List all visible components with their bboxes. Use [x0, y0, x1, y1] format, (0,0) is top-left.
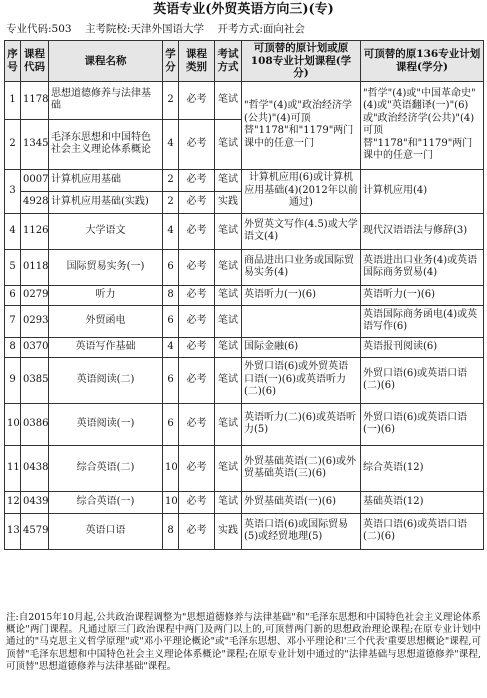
- table-row: [5, 403, 484, 445]
- row-type: 必考: [179, 357, 215, 403]
- row-credit: 4: [163, 119, 179, 169]
- row-name: 计算机应用基础(实践): [49, 191, 163, 213]
- row-no: 9: [5, 357, 21, 403]
- course-table: [4, 40, 484, 550]
- table-row: [5, 81, 484, 119]
- row-code: 1126: [21, 213, 49, 249]
- row-exam: 笔试: [215, 285, 242, 305]
- row-exam: 实践: [215, 513, 242, 549]
- row-alt108: 英语听力(二)(6)或英语听力(5): [242, 403, 361, 445]
- row-exam: 笔试: [215, 357, 242, 403]
- row-name: 英语阅读(一): [49, 403, 163, 445]
- row-credit: 8: [163, 513, 179, 549]
- row-no: 5: [5, 249, 21, 285]
- row-no: 4: [5, 213, 21, 249]
- row-type: 必考: [179, 119, 215, 169]
- exam-mode: 开考方式:面向社会: [217, 23, 305, 35]
- row-type: 必考: [179, 191, 215, 213]
- row-type: 必考: [179, 403, 215, 445]
- row-type: 必考: [179, 305, 215, 337]
- page-title: 英语专业(外贸英语方向三)(专): [153, 2, 334, 17]
- row-alt136: 外贸口语(6)或英语口语(二)(6): [361, 357, 484, 403]
- row-code: 0370: [21, 337, 49, 357]
- row-name: 大学语文: [49, 213, 163, 249]
- row-alt108: [242, 305, 361, 337]
- row-name: 计算机应用基础: [49, 169, 163, 191]
- table-row: [5, 491, 484, 513]
- row-no: 6: [5, 285, 21, 305]
- row-no: 13: [5, 513, 21, 549]
- row-name: 听力: [49, 285, 163, 305]
- row-no: 10: [5, 403, 21, 445]
- row-no: 3: [5, 169, 21, 213]
- row-type: 必考: [179, 169, 215, 191]
- row-alt108: 英语口语(6)或国际贸易(5)或经贸地理(5): [242, 513, 361, 549]
- row-name: 英语口语: [49, 513, 163, 549]
- header-type: 课程类别: [179, 41, 215, 82]
- row-exam: 笔试: [215, 337, 242, 357]
- row-no: 7: [5, 305, 21, 337]
- row-credit: 10: [163, 491, 179, 513]
- row-credit: 2: [163, 169, 179, 191]
- row-name: 英语写作基础: [49, 337, 163, 357]
- row-code: 4579: [21, 513, 49, 549]
- footnote: 注:自2015年10月起,公共政治课程调整为"思想道德修养与法律基础"和"毛泽东思想和中国特色社会主义理论体系概论"两门课程。凡通过原三门政治课程中两门及两门以上的,可顶替两门新的思想政治理论课程;在原专业计划中通过的"马克思主义哲学原理"或"邓小平理论概论"或"毛泽东思想、邓小平理论和'三个代表'重要思想概论"课程,可顶替"毛泽东思想和中国特色社会主义理论体系概论"课程;在原专业计划中通过的"法律基础与思想道德修养"课程,可顶替"思想道德修养与法律基础"课程。: [6, 612, 481, 672]
- header-alt136: 可顶替的原136专业计划课程(学分): [361, 41, 484, 82]
- row-alt136: 英语报刊阅读(6): [361, 337, 484, 357]
- row-code: 1178: [21, 81, 49, 119]
- row-exam: 笔试: [215, 213, 242, 249]
- table-row: [5, 305, 484, 337]
- row-name: 国际贸易实务(一): [49, 249, 163, 285]
- row-alt136: 综合英语(12): [361, 445, 484, 491]
- row-name: 思想道德修养与法律基础: [49, 81, 163, 119]
- row-code: 1345: [21, 119, 49, 169]
- row-exam: 笔试: [215, 169, 242, 191]
- row-no: 1: [5, 81, 21, 119]
- row-credit: 6: [163, 305, 179, 337]
- row-alt136: 外贸口语(6)或英语口语(一)(6): [361, 403, 484, 445]
- table-row: [5, 285, 484, 305]
- row-exam: 实践: [215, 191, 242, 213]
- row-alt136: 基础英语(12): [361, 491, 484, 513]
- header-exam: 考试方式: [215, 41, 242, 82]
- row-exam: 笔试: [215, 403, 242, 445]
- row-code: 0293: [21, 305, 49, 337]
- row-name: 综合英语(二): [49, 445, 163, 491]
- row-exam: 笔试: [215, 445, 242, 491]
- row-no: 12: [5, 491, 21, 513]
- row-alt136: "哲学"(4)或"中国革命史"(4)或"英语翻译(一)"(6)或"政治经济学(公共)"(4)可顶替"1178"和"1179"两门课中的任意一门: [361, 81, 484, 169]
- header-code: 课程代码: [21, 41, 49, 82]
- header-no: 序号: [5, 41, 21, 82]
- row-alt136: 英语进出口业务(4)或英语国际商务贸易(4): [361, 249, 484, 285]
- row-type: 必考: [179, 81, 215, 119]
- row-type: 必考: [179, 445, 215, 491]
- header-credit: 学分: [163, 41, 179, 82]
- row-alt136: 计算机应用(4): [361, 169, 484, 213]
- row-alt108: 外贸口语(6)或外贸英语口语(一)(6)或英语听力(二)(6): [242, 357, 361, 403]
- row-alt136: 英语国际商务函电(4)或英语写作(6): [361, 305, 484, 337]
- row-alt108: 外贸基础英语(一)(6): [242, 491, 361, 513]
- row-no: 11: [5, 445, 21, 491]
- row-alt108: 外贸基础英语(二)(6)或外贸基础英语(三)(6): [242, 445, 361, 491]
- meta-line: [6, 23, 315, 36]
- row-alt108: 英语听力(一)(6): [242, 285, 361, 305]
- table-row: [5, 513, 484, 549]
- table-row: [5, 445, 484, 491]
- row-code: 0439: [21, 491, 49, 513]
- row-alt136: 英语口语(6)或英语口语(二)(6): [361, 513, 484, 549]
- row-type: 必考: [179, 213, 215, 249]
- row-type: 必考: [179, 491, 215, 513]
- table-header-row: [5, 41, 484, 82]
- row-type: 必考: [179, 249, 215, 285]
- row-code: 0385: [21, 357, 49, 403]
- row-credit: 6: [163, 357, 179, 403]
- row-credit: 6: [163, 403, 179, 445]
- row-exam: 笔试: [215, 305, 242, 337]
- row-exam: 笔试: [215, 81, 242, 119]
- row-credit: 2: [163, 81, 179, 119]
- row-code: 0118: [21, 249, 49, 285]
- table-row: [5, 249, 484, 285]
- row-code: 0386: [21, 403, 49, 445]
- row-alt108: 国际金融(6): [242, 337, 361, 357]
- row-type: 必考: [179, 285, 215, 305]
- row-alt108: 商品进出口业务或国际贸易实务(4): [242, 249, 361, 285]
- table-row: [5, 169, 484, 191]
- row-credit: 2: [163, 191, 179, 213]
- major-code: 专业代码:503: [6, 23, 72, 35]
- row-credit: 10: [163, 445, 179, 491]
- row-exam: 笔试: [215, 249, 242, 285]
- row-credit: 8: [163, 285, 179, 305]
- row-name: 综合英语(一): [49, 491, 163, 513]
- row-code: 0438: [21, 445, 49, 491]
- row-code: 4928: [21, 191, 49, 213]
- table-row: [5, 337, 484, 357]
- row-credit: 4: [163, 337, 179, 357]
- row-alt108: "哲学"(4)或"政治经济学(公共)"(4)可顶替"1178"和"1179"两门课中的任意一门: [242, 81, 361, 169]
- exam-school: 主考院校:天津外国语大学: [84, 23, 204, 35]
- row-exam: 笔试: [215, 491, 242, 513]
- row-alt108: 外贸英文写作(4.5)或大学语文(4): [242, 213, 361, 249]
- table-row: [5, 357, 484, 403]
- row-exam: 笔试: [215, 119, 242, 169]
- row-name: 外贸函电: [49, 305, 163, 337]
- table-row: [5, 213, 484, 249]
- row-credit: 6: [163, 249, 179, 285]
- row-code: 0279: [21, 285, 49, 305]
- row-no: 8: [5, 337, 21, 357]
- header-alt108: 可顶替的原计划或原108专业计划课程(学分): [242, 41, 361, 82]
- row-code: 0007: [21, 169, 49, 191]
- header-name: 课程名称: [49, 41, 163, 82]
- row-type: 必考: [179, 337, 215, 357]
- row-no: 2: [5, 119, 21, 169]
- row-name: 英语阅读(二): [49, 357, 163, 403]
- row-alt136: 现代汉语语法与修辞(3): [361, 213, 484, 249]
- row-name: 毛泽东思想和中国特色社会主义理论体系概论: [49, 119, 163, 169]
- row-type: 必考: [179, 513, 215, 549]
- row-credit: 4: [163, 213, 179, 249]
- row-alt108: 计算机应用(6)或计算机应用基础(4)(2012年以前通过): [242, 169, 361, 213]
- row-alt136: 英语听力(一)(6): [361, 285, 484, 305]
